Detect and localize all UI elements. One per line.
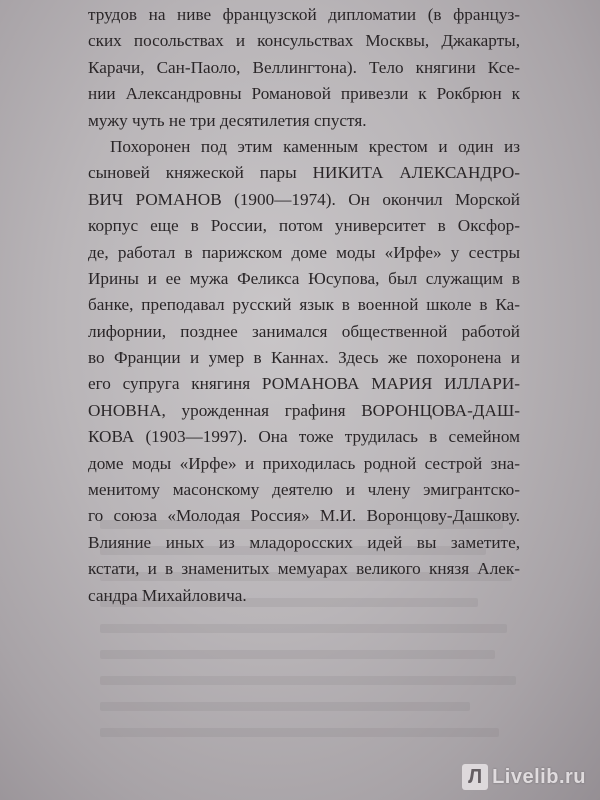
body-text [88,2,520,609]
text-line: Похоронен под этим каменным крестом и один из [110,136,520,156]
text-line: Карачи, Сан-Паоло, Веллингтона). Тело княгини Ксе- [88,57,520,77]
text-line: во Франции и умер в Каннах. Здесь же похоронена и [88,348,520,368]
text-line: Ирины и ее мужа Феликса Юсупова, был служащим в [88,268,520,288]
text-line: де, работал в парижском доме моды «Ирфе» у сестры [88,242,520,262]
text-line: ских посольствах и консульствах Москвы, Джакарты, [88,31,520,51]
text-line: корпус еще в России, потом университет в Оксфор- [88,216,520,236]
text-line: менитому масонскому деятелю и члену эмигрантско- [88,480,520,500]
paragraph-1 [88,2,520,134]
text-line: ВИЧ РОМАНОВ (1900—1974). Он окончил Морской [88,189,520,209]
text-line: доме моды «Ирфе» и приходилась родной сестрой зна- [88,453,520,473]
text-line: трудов на ниве французской дипломатии (в француз- [88,5,520,24]
text-line: КОВА (1903—1997). Она тоже трудилась в семейном [88,427,520,447]
text-line: сандра Михайловича. [88,585,247,605]
livelib-logo-icon: Л [462,764,488,790]
text-line: мужу чуть не три десятилетия спустя. [88,110,367,130]
text-line: ОНОВНА, урожденная графиня ВОРОНЦОВА-ДАШ- [88,400,520,420]
text-line: Влияние иных из младоросских идей вы заметите, [88,532,520,552]
text-line: лифорнии, позднее занимался общественной работой [88,321,520,341]
text-line: нии Александровны Романовой привезли к Рокбрюн к [88,84,520,104]
paragraph-2 [88,134,520,609]
text-line: сыновей княжеской пары НИКИТА АЛЕКСАНДРО- [88,163,520,183]
livelib-watermark [462,764,586,790]
text-line: го союза «Молодая Россия» М.И. Воронцову-Дашкову. [88,506,520,526]
watermark-text: Livelib.ru [492,765,586,788]
text-line: банке, преподавал русский язык в военной школе в Ка- [88,295,520,315]
text-line: кстати, и в знаменитых мемуарах великого князя Алек- [88,559,520,579]
text-line: его супруга княгиня РОМАНОВА МАРИЯ ИЛЛАРИ- [88,374,520,394]
